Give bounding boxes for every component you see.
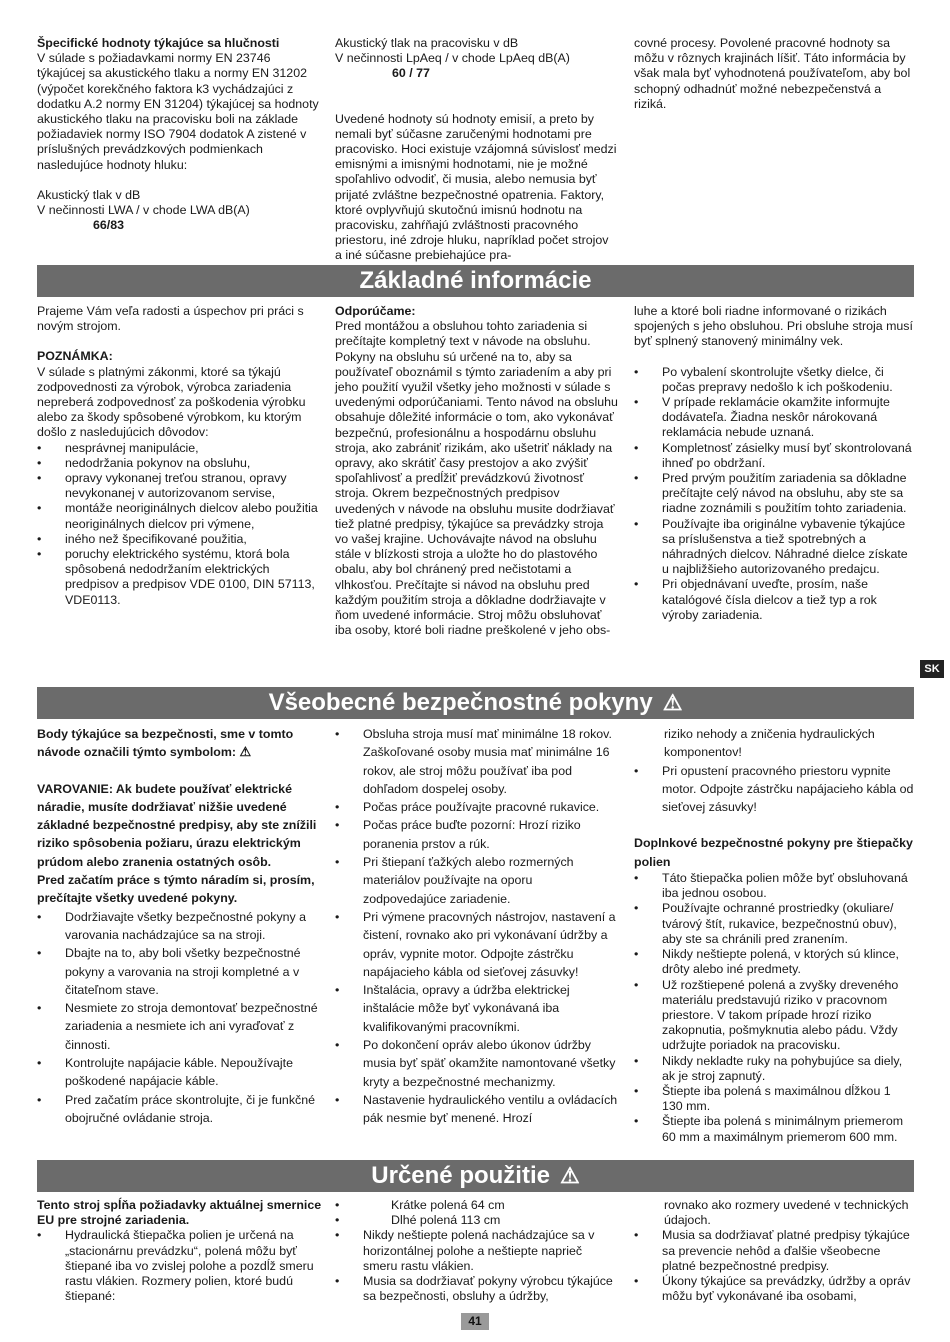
warning-text: VAROVANIE: Ak budete používať elektrické náradie, musíte dodržiavať nižšie uvedené základné bezpečnostné predpisy, aby ste znížili riziko spôsobenia požiaru, úrazu elektrickým prúdom alebo zranenia ostatných osôb.	[37, 781, 317, 869]
list-item: • Nikdy neštiepte polená nachádzajúce sa v horizontálnej polohe a neštiepte naprieč smeru rastu vlákien.	[335, 1228, 618, 1274]
warning-triangle-icon: ⚠	[239, 744, 252, 760]
noise-label: V nečinnosti LWA / v chode LWA dB(A)	[37, 203, 250, 218]
noise-heading: Špecifické hodnoty týkajúce sa hlučnosti	[37, 36, 280, 50]
noise-label: Akustický tlak v dB	[37, 187, 141, 202]
list-item: • Krátke polená 64 cm	[335, 1198, 618, 1213]
list-item: • Po vybalení skontrolujte všetky dielce, či počas prepravy nedošlo k ich poškodeniu.	[634, 365, 914, 395]
list-item: • V prípade reklamácie okamžite informujte dodávateľa. Žiadna neskôr nárokovaná reklamácia nebude uznaná.	[634, 395, 914, 441]
recommend-heading: Odporúčame:	[335, 304, 416, 318]
list-item: • Pri objednávaní uveďte, prosím, naše katalógové čísla dielcov a tiež typ a rok výroby zariadenia.	[634, 577, 914, 623]
safety-column-2	[335, 725, 618, 1128]
list-item: • iného než špecifikované použitia,	[37, 532, 322, 547]
noise-value: 66/83	[93, 218, 125, 233]
page-number: 41	[461, 1313, 489, 1330]
list-item: • Pred prvým použitím zariadenia sa dôkladne prečítajte celý návod na obsluhu, aby ste sa riadne zoznámili s použitím tohto zariadenia.	[634, 471, 914, 517]
noise-value: 60 / 77	[392, 66, 430, 81]
list-item: • Nastavenie hydraulického ventilu a ovládacích pák nesmie byť menené. Hrozí	[335, 1091, 618, 1128]
list-item: • Pri výmene pracovných nástrojov, nastavení a čistení, rovnako ako pri vykonávaní údržby a opráv, vypnite motor. Odpojte zástrčku napájacieho kábla od sieťovej zásuvky!	[335, 908, 618, 981]
list-item: • Nesmiete zo stroja demontovať bezpečnostné zariadenia a nesmiete ich ani vyraďovať z činnosti.	[37, 999, 322, 1054]
continued-text: rovnako ako rozmery uvedené v technických údajoch.	[664, 1198, 909, 1228]
list-item: • Táto štiepačka polien môže byť obsluhovaná iba jednou osobou.	[634, 871, 914, 901]
list-item: • Počas práce používajte pracovné rukavice.	[335, 798, 618, 816]
splitter-safety-heading: Doplnkové bezpečnostné pokyny pre štiepačky polien	[634, 836, 913, 869]
list-item: • Pri štiepaní ťažkých alebo rozmerných materiálov používajte na oporu zodpovedajúce zariadenie.	[335, 853, 618, 908]
noise-label: Akustický tlak na pracovisku v dB	[335, 36, 519, 50]
safety-list	[634, 762, 914, 817]
intended-use-list	[37, 1228, 322, 1304]
list-item: • Musia sa dodržiavať platné predpisy týkajúce sa prevencie nehôd a ďalšie všeobecne platné bezpečnostné predpisy.	[634, 1228, 914, 1274]
basic-info-column-1	[37, 304, 322, 608]
list-item: • Štiepte iba polená s maximálnou dĺžkou 1 130 mm.	[634, 1084, 914, 1114]
noise-text: V súlade s požiadavkami normy EN 23746 týkajúcej sa akustického tlaku a normy EN 31202 (výpočet korekčného faktora k3 vychádzajúci z dodatku A.2 normy EN 31204) týkajúcej sa hodnoty akustického tlaku na pracovisku boli na základe požiadaviek normy ISO 7904 dodatok A zistené v príslušných prevádzkových podmienkach nasledujúce hodnoty hluku:	[37, 51, 319, 172]
list-item: • Počas práce buďte pozorní: Hrozí riziko poranenia prstov a rúk.	[335, 816, 618, 853]
directive-heading: Tento stroj spĺňa požiadavky aktuálnej smernice EU pre strojné zariadenia.	[37, 1198, 322, 1228]
liability-list	[37, 441, 322, 608]
noise-text: Uvedené hodnoty sú hodnoty emisií, a preto by nemali byť súčasne zaručenými hodnotami pre pracovisko. Hoci existuje vzájomná súvislosť medzi emisnými a imisnými hodnotami, nie je možné spoľahlivo odvodiť, či musia, alebo nemusia byť prijaté zvláštne bezpečnostné opatrenia. Faktory, ktoré ovplyvňujú skutočnú imisnú hodnotu na pracovisku, zahŕňajú zvláštnosti pracovného priestoru, iné zdroje hluku, napríklad počet strojov a iné súčasne prebiehajúce pra-	[335, 111, 617, 263]
noise-column-3	[634, 36, 914, 112]
safety-column-3	[634, 725, 914, 1145]
section-title-text: Všeobecné bezpečnostné pokyny	[268, 689, 653, 716]
list-item: • nesprávnej manipulácie,	[37, 441, 322, 456]
section-title-basic-info	[37, 265, 914, 297]
checklist	[634, 365, 914, 623]
list-item: • Pred začatím práce skontrolujte, či je funkčné obojručné ovládanie stroja.	[37, 1091, 322, 1128]
list-item: • poruchy elektrického systému, ktorá bola spôsobená nedodržaním elektrických predpisov a predpisov VDE 0100, DIN 57113, VDE0113.	[37, 547, 322, 608]
operation-text: luhe a ktoré boli riadne informované o rizikách spojených s jeho obsluhou. Pri obsluhe stroja musí byť splnený stanovený minimálny vek.	[634, 304, 913, 349]
list-item: • Dodržiavajte všetky bezpečnostné pokyny a varovania nachádzajúce sa na stroji.	[37, 908, 322, 945]
list-item: • Dlhé polená 113 cm	[335, 1213, 618, 1228]
safety-symbol-note	[37, 725, 322, 762]
note-heading: POZNÁMKA:	[37, 349, 113, 364]
list-item: • Dbajte na to, aby boli všetky bezpečnostné pokyny a varovania na stroji kompletné a v čitateľnom stave.	[37, 944, 322, 999]
intended-use-column-2	[335, 1198, 618, 1304]
section-title-intended-use	[37, 1160, 914, 1192]
recommend-text: Pred montážou a obsluhou tohto zariadenia si prečítajte kompletný text v návode na obsluhu. Pokyny na obsluhu sú určené na to, aby sa používateľ oboznámil s týmto zariadením a aby pri jeho použití využil všetky jeho možnosti v súlade s uvedenými odporúčaniami. Tento návod na obsluhu obsahuje dôležité informácie o tom, ako vykonávať bezpečnú, profesionálnu a hospodárnu obsluhu stroja, ako zabrániť rizikám, ako ušetriť náklady na opravy, ako skrátiť časy prestojov a ako zvýšiť spoľahlivosť a predĺžiť prevádzkovú životnosť stroja. Okrem bezpečnostných predpisov uvedených v návode na obsluhu musite dodržiavať tiež platné predpisy, týkajúce sa prevádzky stroja vo vašej krajine. Uchovávajte návod na obsluhu stále v blízkosti stroja a uložte ho do plastového obalu, aby bol chránený pred nečistotami a vlhkosťou. Prečítajte si návod na obsluhu pred každým použitím stroja a dôkladne dodržiavajte v ňom uvedené informácie. Stroj môžu obsluhovať iba osoby, ktoré boli riadne preškolené v jeho obs-	[335, 319, 618, 638]
list-item: • Štiepte iba polená s minimálnym priemerom 60 mm a maximálnym priemerom 600 mm.	[634, 1114, 914, 1144]
splitter-safety-list	[634, 871, 914, 1145]
list-item: • Už rozštiepené polená a zvyšky dreveného materiálu predstavujú riziko v pracovnom priestore. V takom prípade hrozí riziko zakopnutia, pošmyknutia alebo pádu. Vždy udržujte poriadok na pracovisku.	[634, 978, 914, 1054]
list-item: • Kontrolujte napájacie káble. Nepoužívajte poškodené napájacie káble.	[37, 1054, 322, 1091]
list-item: • Po dokončení opráv alebo úkonov údržby musia byť späť okamžite namontované všetky kryty a bezpečnostné mechanizmy.	[335, 1036, 618, 1091]
list-item: • Hydraulická štiepačka polien je určená na „stacionárnu prevádzku“, polená môžu byť štiepané iba vo zvislej polohe a pozdĺž smeru rastu vlákien. Rozmery polien, ktoré budú štiepané:	[37, 1228, 322, 1304]
intended-use-list	[634, 1228, 914, 1304]
noise-column-2	[335, 36, 618, 264]
list-item: • Inštalácia, opravy a údržba elektrickej inštalácie môže byť vykonávaná iba kvalifikovanými pracovníkmi.	[335, 981, 618, 1036]
noise-text: covné procesy. Povolené pracovné hodnoty sa môžu v rôznych krajinách líšiť. Táto informácia by však mala byť vyhodnotená používateľom, aby bol schopný odhadnúť možné nebezpečenstvá a riziká.	[634, 36, 911, 111]
list-item: • Kompletnosť zásielky musí byť skontrolovaná ihneď po obdržaní.	[634, 441, 914, 471]
list-item: • Úkony týkajúce sa prevádzky, údržby a opráv môžu byť vykonávané iba osobami,	[634, 1274, 914, 1304]
list-item: • Používajte iba originálne vybavenie týkajúce sa príslušenstva a tiež spotrebných a náhradných dielcov. Náhradné dielce získate u najbližšieho autorizovaného predajcu.	[634, 517, 914, 578]
safety-list	[37, 908, 322, 1128]
noise-label: V nečinnosti LpAeq / v chode LpAeq dB(A)	[335, 51, 570, 66]
list-item: • Musia sa dodržiavať pokyny výrobcu týkajúce sa bezpečnosti, obsluhy a údržby,	[335, 1274, 618, 1304]
list-item: • Pri opustení pracovného priestoru vypnite motor. Odpojte zástrčku napájacieho kábla od sieťovej zásuvky!	[634, 762, 914, 817]
intended-use-column-1	[37, 1198, 322, 1304]
note-text: V súlade s platnými zákonmi, ktoré sa týkajú zodpovednosti za výrobok, výrobca zariadenia nepreberá zodpovednosť za poškodenia výrobku alebo za škody spôsobené výrobkom, ku ktorým došlo z nasledujúcich dôvodov:	[37, 364, 306, 440]
list-item: • Používajte ochranné prostriedky (okuliare/ tvárový štít, rukavice, bezpečnostnú obuv), aby ste sa chránili pred zranením.	[634, 901, 914, 947]
list-item: • opravy vykonanej treťou stranou, opravy nevykonanej v autorizovanom servise,	[37, 471, 322, 501]
intended-use-column-3	[634, 1198, 914, 1304]
language-tab: SK	[920, 660, 944, 678]
list-item: • Nikdy neštiepte polená, v ktorých sú klince, drôty alebo iné predmety.	[634, 947, 914, 977]
section-title-text: Základné informácie	[359, 267, 592, 294]
read-instructions-text: Pred začatím práce s týmto náradím si, prosím, prečítajte všetky uvedené pokyny.	[37, 873, 315, 906]
section-title-safety	[37, 687, 914, 719]
safety-list	[335, 725, 618, 1128]
warning-triangle-icon: ⚠	[559, 1163, 580, 1188]
safety-column-1	[37, 725, 322, 1127]
basic-info-column-2	[335, 304, 618, 638]
list-item: • nedodržania pokynov na obsluhu,	[37, 456, 322, 471]
noise-column-1	[37, 36, 322, 233]
intended-use-list	[335, 1198, 618, 1304]
section-title-text: Určené použitie	[371, 1162, 550, 1189]
warning-triangle-icon: ⚠	[662, 690, 683, 715]
basic-info-column-3	[634, 304, 914, 623]
list-item: • Obsluha stroja musí mať minimálne 18 rokov. Zaškoľované osoby musia mať minimálne 16 rokov, ale stroj môžu používať iba pod dohľadom dospelej osoby.	[335, 725, 618, 798]
intro-text: Prajeme Vám veľa radosti a úspechov pri práci s novým strojom.	[37, 304, 304, 334]
continued-text: riziko nehody a zničenia hydraulických komponentov!	[664, 727, 875, 760]
safety-heading: Body týkajúce sa bezpečnosti, sme v tomto návode označili týmto symbolom:	[37, 727, 294, 760]
list-item: • montáže neoriginálnych dielcov alebo použitia neoriginálnych dielcov pri výmene,	[37, 501, 322, 531]
list-item: • Nikdy nekladte ruky na pohybujúce sa diely, ak je stroj zapnutý.	[634, 1054, 914, 1084]
